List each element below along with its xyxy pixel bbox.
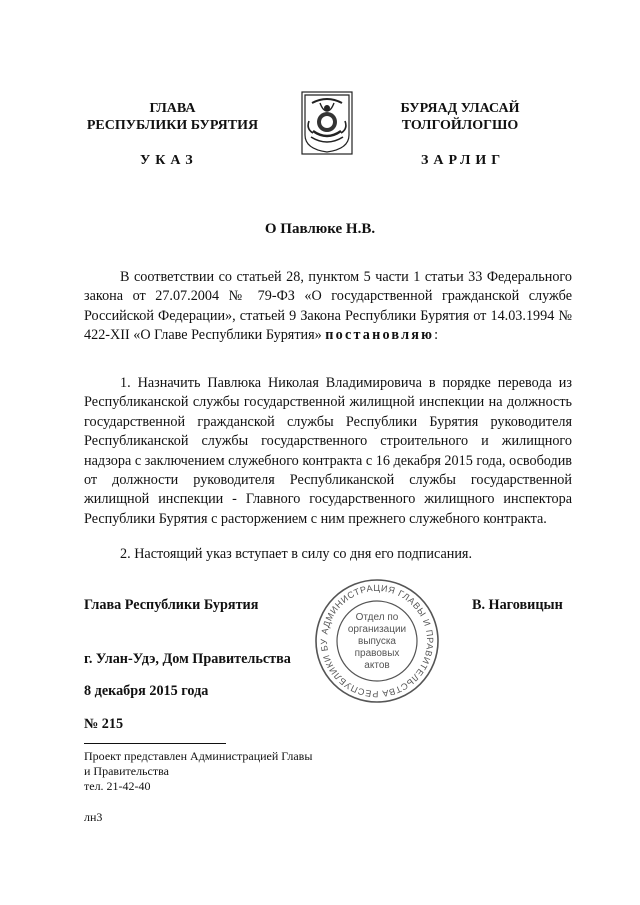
- footer-line-2: и Правительства: [84, 764, 169, 778]
- header-left-line1: ГЛАВА: [149, 101, 196, 116]
- header-left-line2: РЕСПУБЛИКИ БУРЯТИЯ: [86, 118, 259, 133]
- stamp-ring-text: АДМИНИСТРАЦИЯ ГЛАВЫ И ПРАВИТЕЛЬСТВА РЕСПУБЛИКИ БУ: [318, 582, 436, 700]
- decree-verb: постановляю: [325, 327, 435, 344]
- coat-of-arms-icon: [301, 91, 353, 155]
- stamp-line-4: правовых: [354, 648, 400, 659]
- coat-of-arms-emblem: [301, 91, 353, 155]
- stamp-line-3: выпуска: [358, 636, 396, 647]
- decree-item-1: 1. Назначить Павлюка Николая Владимировича в порядке перевода из Республиканской службы государственной жилищной инспекции на должность государственной гражданской службы Республики Бурятия руководителя Республиканской службы государственного строительного и жилищного надзора с заключением служебного контракта с 16 декабря 2015 года, освободив от должности руководителя Республиканской службы государственной жилищной инспекции - Главного государственного жилищного инспектора Республики Бурятия с расторжением с ним прежнего служебного контракта.: [84, 375, 572, 527]
- header-left: [80, 100, 265, 134]
- preamble-paragraph: [84, 268, 572, 346]
- signatory-position: Глава Республики Бурятия: [84, 597, 259, 613]
- header-right-line2: ТОЛГОЙЛОГШО: [401, 118, 519, 133]
- official-stamp: [313, 577, 441, 705]
- footer-divider: [84, 743, 226, 744]
- preamble-colon: :: [434, 327, 439, 344]
- signing-date: 8 декабря 2015 года: [84, 683, 209, 699]
- header-right-line1: БУРЯАД УЛАСАЙ: [400, 101, 520, 116]
- stamp-line-2: организации: [347, 624, 407, 635]
- decree-word-left: УКАЗ: [140, 153, 198, 168]
- footer-line-1: Проект представлен Администрацией Главы: [84, 749, 313, 763]
- signatory-name: В. Наговицын: [472, 597, 563, 613]
- footer-code: лн3: [84, 810, 103, 824]
- signing-place: г. Улан-Удэ, Дом Правительства: [84, 651, 291, 667]
- stamp-seal-icon: [313, 577, 441, 705]
- header-right: [385, 100, 535, 134]
- stamp-line-1: Отдел по: [355, 612, 399, 623]
- preamble-text: В соответствии со статьей 28, пунктом 5 части 1 статьи 33 Федерального закона от 27.07.2004 № 79-ФЗ «О государственной гражданской службе Российской Федерации», статьей 9 Закона Республики Бурятия от 14.03.1994 № 422-XII «О Главе Республики Бурятия»: [84, 269, 572, 344]
- document-title: О Павлюке Н.В.: [264, 221, 376, 237]
- footer-line-3: тел. 21-42-40: [84, 779, 151, 793]
- decree-item-2: 2. Настоящий указ вступает в силу со дня его подписания.: [120, 546, 473, 562]
- stamp-line-5: актов: [364, 660, 390, 671]
- decree-number: № 215: [84, 716, 124, 732]
- decree-word-right: ЗАРЛИГ: [421, 153, 506, 168]
- footer-note: [84, 749, 312, 794]
